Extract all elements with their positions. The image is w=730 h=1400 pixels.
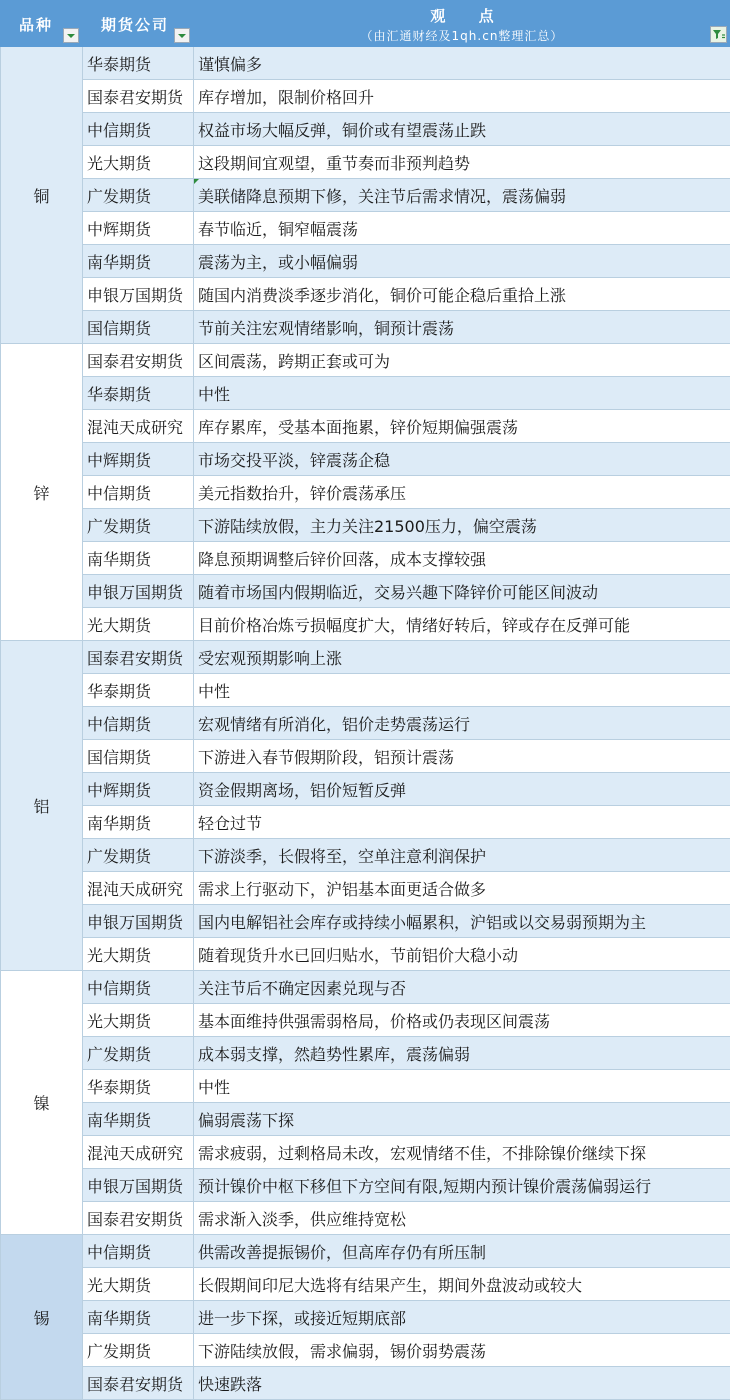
table-row	[1, 1103, 730, 1136]
header-category	[1, 1, 83, 47]
opinion-cell[interactable]	[194, 971, 730, 1004]
company-cell[interactable]: 光大期货	[83, 938, 194, 971]
header-company	[83, 1, 194, 47]
opinion-text: 基本面维持供强需弱格局，价格或仍表现区间震荡	[198, 1011, 551, 1031]
table-row	[1, 773, 730, 806]
opinion-text: 随着现货升水已回归贴水，节前铝价大稳小动	[198, 945, 519, 965]
table-row	[1, 1070, 730, 1103]
company-cell[interactable]: 国泰君安期货	[83, 1367, 194, 1400]
opinion-cell[interactable]	[194, 1136, 730, 1169]
header-opinion	[194, 1, 730, 47]
opinion-cell[interactable]	[194, 344, 730, 377]
company-cell[interactable]: 国泰君安期货	[83, 641, 194, 674]
opinion-text: 关注节后不确定因素兑现与否	[198, 978, 407, 998]
category-cell[interactable]: 锌	[1, 344, 83, 641]
opinion-cell[interactable]	[194, 146, 730, 179]
table-row	[1, 971, 730, 1004]
opinion-text: 宏观情绪有所消化，铝价走势震荡运行	[198, 714, 471, 734]
category-cell[interactable]: 铜	[1, 47, 83, 344]
opinion-text: 偏弱震荡下探	[198, 1110, 295, 1130]
opinion-text: 需求上行驱动下，沪铝基本面更适合做多	[198, 879, 487, 899]
company-cell[interactable]: 南华期货	[83, 1103, 194, 1136]
opinion-cell[interactable]	[194, 707, 730, 740]
company-cell[interactable]: 华泰期货	[83, 1070, 194, 1103]
company-cell[interactable]: 国泰君安期货	[83, 1202, 194, 1235]
opinion-text: 下游淡季，长假将至，空单注意利润保护	[198, 846, 487, 866]
header-company-label: 期货公司	[101, 16, 170, 34]
opinion-text: 这段期间宜观望，重节奏而非预判趋势	[198, 153, 471, 173]
opinion-text: 美元指数抬升，锌价震荡承压	[198, 483, 407, 503]
header-row	[1, 1, 730, 47]
opinion-text: 预计镍价中枢下移但下方空间有限,短期内预计镍价震荡偏弱运行	[198, 1176, 652, 1196]
table-row	[1, 245, 730, 278]
opinion-cell[interactable]	[194, 674, 730, 707]
opinion-text: 库存累库，受基本面拖累，锌价短期偏强震荡	[198, 417, 519, 437]
company-cell[interactable]: 南华期货	[83, 245, 194, 278]
category-cell[interactable]: 锡	[1, 1235, 83, 1400]
opinion-text: 中性	[198, 1077, 231, 1097]
table-row	[1, 1367, 730, 1400]
opinion-text: 快速跌落	[198, 1374, 263, 1394]
opinion-text: 区间震荡，跨期正套或可为	[198, 351, 391, 371]
opinion-cell[interactable]	[194, 410, 730, 443]
table-row	[1, 707, 730, 740]
table-row	[1, 1301, 730, 1334]
table-row	[1, 905, 730, 938]
opinion-cell[interactable]	[194, 1103, 730, 1136]
table-row	[1, 1334, 730, 1367]
company-cell[interactable]: 中辉期货	[83, 212, 194, 245]
opinion-text: 目前价格冶炼亏损幅度扩大，情绪好转后，锌或存在反弹可能	[198, 615, 631, 635]
opinion-cell[interactable]	[194, 212, 730, 245]
opinion-text: 谨慎偏多	[198, 54, 263, 74]
table-row	[1, 1169, 730, 1202]
opinion-active-filter-icon[interactable]	[710, 26, 727, 43]
company-cell[interactable]: 华泰期货	[83, 47, 194, 80]
opinion-cell[interactable]	[194, 905, 730, 938]
opinion-cell[interactable]	[194, 1004, 730, 1037]
table-row	[1, 1202, 730, 1235]
opinion-text: 随着市场国内假期临近，交易兴趣下降锌价可能区间波动	[198, 582, 599, 602]
opinion-cell[interactable]	[194, 278, 730, 311]
table-row	[1, 575, 730, 608]
company-cell[interactable]: 中信期货	[83, 113, 194, 146]
table-row	[1, 1136, 730, 1169]
company-cell[interactable]: 国泰君安期货	[83, 80, 194, 113]
opinion-text: 下游陆续放假，需求偏弱，锡价弱势震荡	[198, 1341, 487, 1361]
opinion-cell[interactable]	[194, 575, 730, 608]
opinion-text: 下游进入春节假期阶段，铝预计震荡	[198, 747, 455, 767]
company-cell[interactable]: 混沌天成研究	[83, 1136, 194, 1169]
header-category-label: 品种	[19, 16, 54, 34]
table-row	[1, 674, 730, 707]
opinion-text: 轻仓过节	[198, 813, 263, 833]
company-cell[interactable]: 申银万国期货	[83, 278, 194, 311]
opinion-cell[interactable]	[194, 1334, 730, 1367]
opinion-text: 美联储降息预期下修，关注节后需求情况，震荡偏弱	[198, 186, 567, 206]
opinion-text: 随国内消费淡季逐步消化，铜价可能企稳后重拾上涨	[198, 285, 567, 305]
opinion-cell[interactable]	[194, 80, 730, 113]
opinion-cell[interactable]	[194, 872, 730, 905]
company-cell[interactable]: 混沌天成研究	[83, 410, 194, 443]
opinion-text: 权益市场大幅反弹，铜价或有望震荡止跌	[198, 120, 487, 140]
company-cell[interactable]: 南华期货	[83, 1301, 194, 1334]
company-cell[interactable]: 华泰期货	[83, 674, 194, 707]
table-row	[1, 938, 730, 971]
opinion-cell[interactable]	[194, 1202, 730, 1235]
opinion-cell[interactable]	[194, 641, 730, 674]
company-cell[interactable]: 中信期货	[83, 476, 194, 509]
opinion-text: 库存增加，限制价格回升	[198, 87, 375, 107]
opinion-text: 春节临近，铜窄幅震荡	[198, 219, 359, 239]
category-filter-dropdown-icon[interactable]	[63, 28, 79, 43]
table-row	[1, 377, 730, 410]
table-row	[1, 1037, 730, 1070]
table-row	[1, 410, 730, 443]
opinion-cell[interactable]	[194, 509, 730, 542]
company-cell[interactable]: 国泰君安期货	[83, 344, 194, 377]
opinion-cell[interactable]	[194, 443, 730, 476]
company-cell[interactable]: 广发期货	[83, 509, 194, 542]
table-row	[1, 542, 730, 575]
opinion-text: 供需改善提振锡价，但高库存仍有所压制	[198, 1242, 487, 1262]
table-row	[1, 311, 730, 344]
company-cell[interactable]: 广发期货	[83, 1037, 194, 1070]
table-row	[1, 740, 730, 773]
opinion-cell[interactable]	[194, 542, 730, 575]
opinion-cell[interactable]	[194, 773, 730, 806]
table-row	[1, 212, 730, 245]
company-cell[interactable]: 中辉期货	[83, 443, 194, 476]
table-row	[1, 476, 730, 509]
opinion-cell[interactable]	[194, 806, 730, 839]
table-row	[1, 872, 730, 905]
opinion-cell[interactable]	[194, 377, 730, 410]
company-cell[interactable]: 中信期货	[83, 1235, 194, 1268]
opinion-text: 成本弱支撑，然趋势性累库，震荡偏弱	[198, 1044, 471, 1064]
opinion-text: 下游陆续放假，主力关注21500压力，偏空震荡	[198, 516, 537, 536]
opinion-text: 国内电解铝社会库存或持续小幅累积，沪铝或以交易弱预期为主	[198, 912, 647, 932]
table-row	[1, 146, 730, 179]
company-cell[interactable]: 国信期货	[83, 311, 194, 344]
table-row	[1, 113, 730, 146]
opinion-text: 进一步下探，或接近短期底部	[198, 1308, 407, 1328]
table-row	[1, 179, 730, 212]
opinion-text: 受宏观预期影响上涨	[198, 648, 343, 668]
opinion-text: 市场交投平淡，锌震荡企稳	[198, 450, 391, 470]
opinion-text: 资金假期离场，铝价短暂反弹	[198, 780, 407, 800]
opinion-text: 节前关注宏观情绪影响，铜预计震荡	[198, 318, 455, 338]
opinion-cell[interactable]	[194, 740, 730, 773]
opinion-text: 需求疲弱，过剩格局未改，宏观情绪不佳，不排除镍价继续下探	[198, 1143, 647, 1163]
opinion-cell[interactable]	[194, 179, 730, 212]
opinion-text: 震荡为主，或小幅偏弱	[198, 252, 359, 272]
company-cell[interactable]: 光大期货	[83, 146, 194, 179]
company-cell[interactable]: 中信期货	[83, 971, 194, 1004]
opinion-cell[interactable]	[194, 1235, 730, 1268]
opinion-cell[interactable]	[194, 47, 730, 80]
opinion-cell[interactable]	[194, 839, 730, 872]
company-cell[interactable]: 广发期货	[83, 1334, 194, 1367]
company-cell[interactable]: 国信期货	[83, 740, 194, 773]
table-row	[1, 1235, 730, 1268]
header-opinion-subtitle: （由汇通财经及1qh.cn整理汇总）	[360, 29, 564, 43]
opinion-cell[interactable]	[194, 1070, 730, 1103]
table-row	[1, 641, 730, 674]
opinion-cell[interactable]	[194, 1169, 730, 1202]
table-row	[1, 1268, 730, 1301]
company-cell[interactable]: 广发期货	[83, 179, 194, 212]
opinion-cell[interactable]	[194, 245, 730, 278]
company-cell[interactable]: 中辉期货	[83, 773, 194, 806]
opinion-cell[interactable]	[194, 1367, 730, 1400]
table-row	[1, 344, 730, 377]
opinion-text: 中性	[198, 681, 231, 701]
category-cell[interactable]: 铝	[1, 641, 83, 971]
cell-note-marker-icon	[194, 179, 199, 184]
opinion-text: 中性	[198, 384, 231, 404]
company-cell[interactable]: 申银万国期货	[83, 905, 194, 938]
opinion-cell[interactable]	[194, 1301, 730, 1334]
opinion-cell[interactable]	[194, 1037, 730, 1070]
opinion-text: 长假期间印尼大选将有结果产生，期间外盘波动或较大	[198, 1275, 583, 1295]
opinion-cell[interactable]	[194, 608, 730, 641]
opinion-cell[interactable]	[194, 311, 730, 344]
company-cell[interactable]: 光大期货	[83, 1268, 194, 1301]
category-cell[interactable]: 镍	[1, 971, 83, 1235]
table-row	[1, 80, 730, 113]
opinion-cell[interactable]	[194, 1268, 730, 1301]
company-cell[interactable]: 申银万国期货	[83, 575, 194, 608]
company-cell[interactable]: 中信期货	[83, 707, 194, 740]
table-row	[1, 1004, 730, 1037]
opinion-text: 需求渐入淡季，供应维持宽松	[198, 1209, 407, 1229]
company-cell[interactable]: 南华期货	[83, 542, 194, 575]
company-cell[interactable]: 光大期货	[83, 608, 194, 641]
table-row	[1, 278, 730, 311]
table-row	[1, 443, 730, 476]
opinion-cell[interactable]	[194, 938, 730, 971]
table-row	[1, 608, 730, 641]
opinion-cell[interactable]	[194, 476, 730, 509]
opinion-cell[interactable]	[194, 113, 730, 146]
table-row	[1, 47, 730, 80]
opinion-text: 降息预期调整后锌价回落，成本支撑较强	[198, 549, 487, 569]
company-cell[interactable]: 混沌天成研究	[83, 872, 194, 905]
header-opinion-title: 观 点	[430, 7, 508, 25]
company-cell[interactable]: 南华期货	[83, 806, 194, 839]
table-row	[1, 806, 730, 839]
company-cell[interactable]: 广发期货	[83, 839, 194, 872]
company-cell[interactable]: 光大期货	[83, 1004, 194, 1037]
table-row	[1, 509, 730, 542]
company-cell[interactable]: 华泰期货	[83, 377, 194, 410]
table-row	[1, 839, 730, 872]
company-cell[interactable]: 申银万国期货	[83, 1169, 194, 1202]
company-filter-dropdown-icon[interactable]	[174, 28, 190, 43]
